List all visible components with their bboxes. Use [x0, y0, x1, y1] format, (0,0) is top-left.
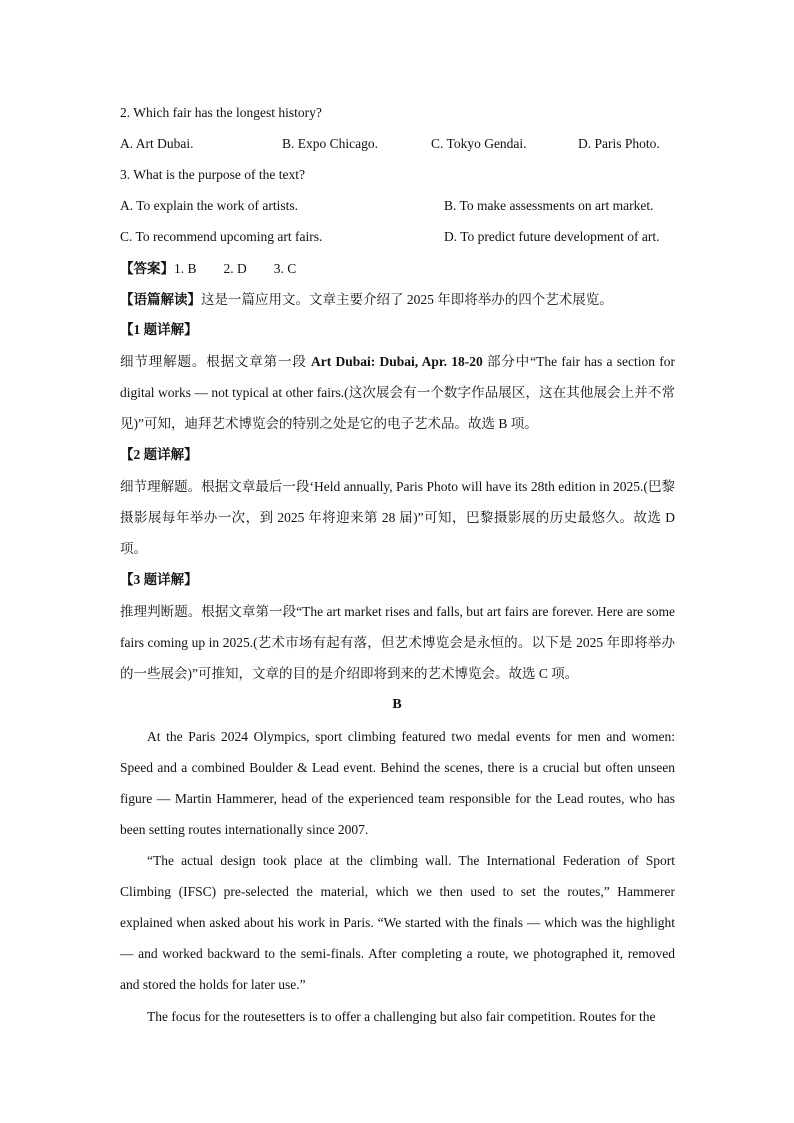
section-b-title: B — [392, 697, 402, 712]
detail-1-text — [120, 346, 675, 439]
detail-3-heading: 【3 题详解】 — [120, 572, 198, 587]
q2-option-d: D. Paris Photo. — [578, 136, 660, 151]
detail-1-bold: Art Dubai: Dubai, Apr. 18-20 — [311, 354, 483, 369]
q2-option-c: C. Tokyo Gendai. — [431, 136, 527, 151]
answer-line — [120, 261, 296, 277]
summary-label: 【语篇解读】 — [120, 292, 201, 307]
q3-option-b: B. To make assessments on art market. — [444, 198, 654, 213]
q2-option-a: A. Art Dubai. — [120, 136, 194, 151]
answer-label: 【答案】 — [120, 261, 174, 276]
summary-text: 这是一篇应用文。文章主要介绍了 2025 年即将举办的四个艺术展览。 — [201, 292, 613, 307]
detail-1-post: 部分中“The fair has a section for digital works — not typical at other fairs.(这次展会有一个数字作品展区，这在其他展会上并不常见)”可知，迪拜艺术博览会的特别之处是它的电子艺术品。故选 B 项。 — [120, 354, 675, 431]
question-2-stem: 2. Which fair has the longest history? — [120, 105, 322, 120]
section-b-paragraph-2: “The actual design took place at the climbing wall. The International Federation of Sport Climbing (IFSC) pre-selected the material, which we then used to set the routes,” Hammerer explained when asked about his work in Paris. “We started with the finals — which was the highlight — and worked backward to the semi-finals. After completing a route, we photographed it, removed and stored the holds for later use.” — [120, 853, 675, 992]
q3-option-a: A. To explain the work of artists. — [120, 198, 299, 213]
detail-2-text: 细节理解题。根据文章最后一段‘Held annually, Paris Photo will have its 28th edition in 2025.(巴黎摄影展每年举办一次，到 2025 年将迎来第 28 届)”可知，巴黎摄影展的历史最悠久。故选 D 项。 — [120, 479, 675, 556]
section-b-paragraph-1: At the Paris 2024 Olympics, sport climbing featured two medal events for men and women: Speed and a combined Boulder & Lead event. Behind the scenes, there is a crucial but often unseen figure — Martin Hammerer, head of the experienced team responsible for the Lead routes, who has been setting routes internationally since 2007. — [120, 729, 675, 837]
detail-1-pre: 细节理解题。根据文章第一段 — [120, 354, 312, 369]
detail-1-heading: 【1 题详解】 — [120, 322, 198, 337]
section-b-paragraph-3: The focus for the routesetters is to offer a challenging but also fair competition. Routes for the — [147, 1009, 656, 1024]
q3-option-d: D. To predict future development of art. — [444, 229, 660, 244]
detail-3-text: 推理判断题。根据文章第一段“The art market rises and falls, but art fairs are forever. Here are some fairs coming up in 2025.(艺术市场有起有落，但艺术博览会是永恒的。以下是 2025 年即将举办的一些展会)”可推知，文章的目的是介绍即将到来的艺术博览会。故选 C 项。 — [120, 604, 675, 681]
summary-line — [120, 292, 613, 308]
question-3-stem: 3. What is the purpose of the text? — [120, 167, 305, 182]
answer-values: 1. B 2. D 3. C — [174, 261, 297, 276]
detail-2-heading: 【2 题详解】 — [120, 447, 198, 462]
q2-option-b: B. Expo Chicago. — [282, 136, 378, 151]
q3-option-c: C. To recommend upcoming art fairs. — [120, 229, 323, 244]
